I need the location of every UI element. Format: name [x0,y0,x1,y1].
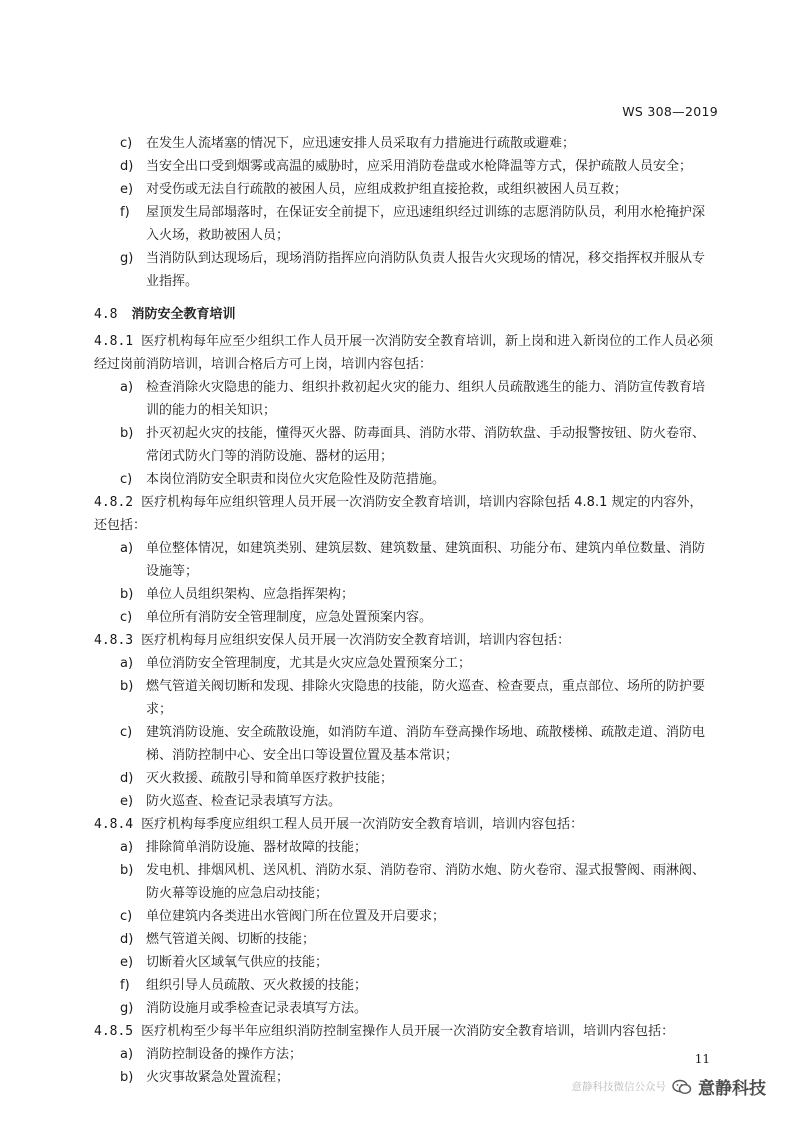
clause-4-8-3 [94,629,714,813]
document-body [94,132,714,1089]
clause-body: 医疗机构至少每半年应组织消防控制室操作人员开展一次消防安全教育培训，培训内容包括： [141,1024,675,1039]
clause-text [94,330,714,376]
clause-text [94,813,714,836]
list-marker: a) [120,1047,134,1062]
list-text: 单位消防安全管理制度，尤其是火灾应急处置预案分工； [146,656,472,671]
list-item [94,652,714,675]
list-text: 对受伤或无法自行疏散的被困人员，应组成救护组直接抢救，或组织被困人员互救； [146,182,628,197]
list-text: 单位建筑内各类进出水管阀门所在位置及开启要求； [146,909,446,924]
list-marker: d) [120,771,134,786]
list-text: 扑灭初起火灾的技能，懂得灭火器、防毒面具、消防水带、消防软盘、手动报警按钮、防火卷帘、常闭式防火门等的消防设施、器材的运用； [146,426,706,464]
list-marker: c) [120,909,133,924]
list-text: 防火巡查、检查记录表填写方法。 [146,794,342,809]
list-item [94,721,714,767]
list-marker: a) [120,541,134,556]
watermark [572,1074,767,1099]
list-marker: g) [120,251,134,266]
list-text: 检查消除火灾隐患的能力、组织扑救初起火灾的能力、组织人员疏散逃生的能力、消防宣传教育培训的能力的相关知识； [146,380,706,418]
list-marker: e) [120,955,134,970]
list-marker: b) [120,863,134,878]
list-text: 建筑消防设施、安全疏散设施，如消防车道、消防车登高操作场地、疏散楼梯、疏散走道、消防电梯、消防控制中心、安全出口等设置位置及基本常识； [146,725,706,763]
list-item [94,468,714,491]
list-text: 单位所有消防安全管理制度，应急处置预案内容。 [146,610,433,625]
list-item [94,951,714,974]
list-item [94,928,714,951]
list-text: 燃气管道关阀切断和发现、排除火灾隐患的技能，防火巡查、检查要点，重点部位、场所的防护要求； [146,679,706,717]
page-number: 11 [694,1052,710,1066]
clause-text [94,629,714,652]
list-item [94,675,714,721]
clause-text [94,491,714,537]
top-list [94,132,714,293]
list-marker: e) [120,794,134,809]
list-marker: b) [120,426,134,441]
list-item [94,836,714,859]
clause-body: 医疗机构每年应组织管理人员开展一次消防安全教育培训，培训内容除包括 4.8.1 规定的内容外，还包括： [94,495,703,533]
list-marker: g) [120,1001,134,1016]
section-number: 4.8 [94,307,118,322]
list-text: 当安全出口受到烟雾或高温的威胁时，应采用消防卷盘或水枪降温等方式，保护疏散人员安全； [146,159,693,174]
list-item [94,1043,714,1066]
list-item [94,606,714,629]
list-item [94,422,714,468]
list-item [94,155,714,178]
list-marker: c) [120,725,133,740]
list-text: 灭火救援、疏散引导和简单医疗救护技能； [146,771,394,786]
wechat-icon [672,1079,692,1095]
list-item [94,974,714,997]
list-text: 发电机、排烟风机、送风机、消防水泵、消防卷帘、消防水炮、防火卷帘、湿式报警阀、雨淋阀、防火幕等设施的应急启动技能； [146,863,706,901]
clause-number: 4.8.1 [94,334,134,349]
list-marker: c) [120,610,133,625]
watermark-caption: 意静科技微信公众号 [571,1081,666,1093]
list-marker: e) [120,182,134,197]
clause-4-8-4 [94,813,714,1020]
list-marker: d) [120,932,134,947]
clause-number: 4.8.2 [94,495,134,510]
list-item [94,178,714,201]
list-item [94,201,714,247]
standard-code: WS 308—2019 [622,104,718,119]
list-item [94,767,714,790]
list-text: 当消防队到达现场后，现场消防指挥应向消防队负责人报告火灾现场的情况，移交指挥权并服从专业指挥。 [146,251,706,289]
list-text: 组织引导人员疏散、灭火救援的技能； [146,978,368,993]
list-text: 屋顶发生局部塌落时，在保证安全前提下，应迅速组织经过训练的志愿消防队员，利用水枪掩护深入火场，救助被困人员； [146,205,706,243]
list-text: 燃气管道关阀、切断的技能； [146,932,316,947]
list-marker: a) [120,840,134,855]
list-text: 消防设施月或季检查记录表填写方法。 [146,1001,368,1016]
list-marker: b) [120,587,134,602]
list-item [94,790,714,813]
section-title: 消防安全教育培训 [131,307,236,322]
list-item [94,905,714,928]
list-marker: c) [120,136,133,151]
list-marker: b) [120,1070,134,1085]
clause-number: 4.8.3 [94,633,134,648]
list-marker: f) [120,205,130,220]
watermark-brand: 意静科技 [698,1079,766,1099]
clause-4-8-1 [94,330,714,491]
list-text: 单位人员组织架构、应急指挥架构； [146,587,355,602]
list-text: 在发生人流堵塞的情况下，应迅速安排人员采取有力措施进行疏散或避难； [146,136,576,151]
list-item [94,997,714,1020]
section-heading [94,303,714,326]
list-text: 消防控制设备的操作方法； [146,1047,303,1062]
clause-4-8-2 [94,491,714,629]
list-text: 切断着火区域氧气供应的技能； [146,955,329,970]
clause-number: 4.8.4 [94,817,134,832]
list-text: 本岗位消防安全职责和岗位火灾危险性及防范措施。 [146,472,446,487]
list-item [94,859,714,905]
clause-body: 医疗机构每季度应组织工程人员开展一次消防安全教育培训，培训内容包括： [141,817,584,832]
list-marker: a) [120,656,134,671]
list-item [94,247,714,293]
list-item [94,376,714,422]
list-marker: b) [120,679,134,694]
list-text: 单位整体情况，如建筑类别、建筑层数、建筑数量、建筑面积、功能分布、建筑内单位数量、消防设施等； [146,541,706,579]
list-item [94,132,714,155]
list-text: 火灾事故紧急处置流程； [146,1070,290,1085]
list-text: 排除简单消防设施、器材故障的技能； [146,840,368,855]
list-item [94,537,714,583]
list-marker: a) [120,380,134,395]
clause-body: 医疗机构每年应至少组织工作人员开展一次消防安全教育培训，新上岗和进入新岗位的工作人员必须经过岗前消防培训，培训合格后方可上岗，培训内容包括： [94,334,714,372]
list-marker: c) [120,472,133,487]
clause-body: 医疗机构每月应组织安保人员开展一次消防安全教育培训，培训内容包括： [141,633,571,648]
list-item [94,583,714,606]
clause-number: 4.8.5 [94,1024,134,1039]
list-marker: f) [120,978,130,993]
list-marker: d) [120,159,134,174]
clause-text [94,1020,714,1043]
